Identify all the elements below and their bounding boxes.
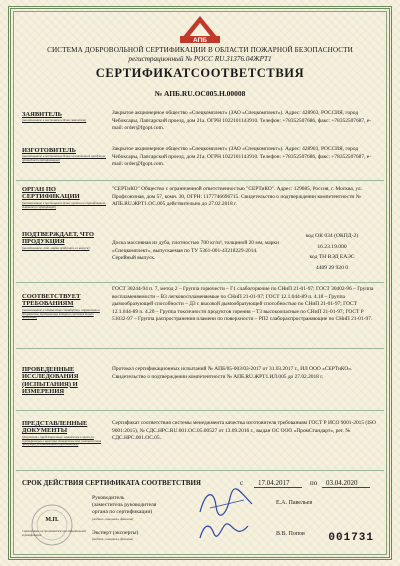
applicant-text: Закрытое акционерное общество «Спецкомплект» (ЗАО «Спецкомплект»). Адрес: 428903, РОССИЯ, город Чебоксары, Лапсарский проезд, дом 21а. ОГРН 1022101143910. Телефон: +78352507686, факс: +78352507687, e-mail: order@fgopt.com.	[112, 110, 371, 132]
requirements-text: ГОСТ 30244-94 п. 7, метод 2 – Группа горючести – Г1 слабогорючие по СНиП 21-01-97; ГОСТ 30402-96 – Группа воспламеняемости – В3 легковоспламеняемые по СНиП 21-01-97; ГОСТ 12.1.044-89 п. 4.18 – Группа дымообразующей способности – Д3 с высокой дымообразующей способностью по СНиП 21-01-97; ГОСТ 12.1.044-89 п. 4.20 – Группа токсичности продуктов горения – Т3 высокоопасные по СНиП 21-01-97; ГОСТ Р 51032-97 – Группа распространения пламени по поверхности – РП2 слабораспространяющие по СНиП 21-01-97.	[112, 286, 374, 323]
logo-text: АПБ	[193, 37, 207, 44]
divider	[16, 282, 384, 283]
tnved-label: код ТН ВЭД ЕАЭС	[309, 254, 355, 261]
confirms-label: ПОДТВЕРЖДАЕТ, ЧТО ПРОДУКЦИЯ (наименование, тип, марка продукции, ее выпуск)	[22, 231, 94, 250]
expert-signature-icon	[196, 516, 252, 546]
head-name: Е.А. Павельев	[276, 500, 313, 506]
divider	[16, 348, 384, 349]
registered-line: регистрационный № РОСС RU.31376.04ЖРТ1	[128, 55, 272, 63]
requirements-label: СООТВЕТСТВУЕТ ТРЕБОВАНИЯМ (наименование и обозначение стандартов, нормативных документов, требованиям которых соответствует продукция)	[22, 293, 100, 320]
validity-from-date: 17.04.2017	[258, 479, 290, 487]
expert-role: Эксперт (эксперты)	[92, 530, 139, 536]
product-codes	[288, 231, 376, 273]
system-line: СИСТЕМА ДОБРОВОЛЬНОЙ СЕРТИФИКАЦИИ В ОБЛАСТИ ПОЖАРНОЙ БЕЗОПАСНОСТИ	[47, 46, 353, 54]
mp-mark: М.П.	[45, 517, 59, 523]
certificate-number: № АПБ.RU.OC005.H.00008	[154, 89, 246, 98]
apb-logo-icon	[176, 12, 224, 44]
validity-from-prefix: с	[240, 479, 244, 487]
mp-note: Сертификат не применяется при обязательной сертификации	[22, 529, 86, 537]
tests-text: Протокол сертификационных испытаний № АПБ/05-003/03-2017 от 31.03.2017 г., ИЛ ООО «СЕРТиКО». Свидетельство о подтверждении компетентности № АПБ.RU.ЖРТ1.ИЛ.005 до 27.02.2018 г.	[112, 366, 353, 380]
serial-number: 001731	[328, 532, 374, 544]
expert-name: В.В. Попов	[276, 531, 305, 537]
tests-label: ПРОВЕДЕННЫЕ ИССЛЕДОВАНИЯ (ИСПЫТАНИЯ) И ИЗМЕРЕНИЯ	[22, 366, 79, 396]
divider	[16, 470, 384, 471]
documents-text: Сертификат соответствия системы менеджмента качества изготовителя требованиям ГОСТ Р ИСО 9001-2015 (ISO 9001:2015), № СДС.НРС.RU.001.ОС.05.00527 от 13.09.2016 г., выдан ОС ООО «ПромСтандарт», рег. № СДС.НРС.001.ОС.05.	[112, 420, 376, 442]
underline	[254, 487, 302, 488]
divider	[16, 410, 384, 411]
head-role: Руководитель (заместитель руководителя органа по сертификации)	[92, 495, 157, 515]
validity-to-date: 03.04.2020	[326, 479, 358, 487]
validity-to-prefix: по	[310, 479, 318, 487]
stamp-seal-icon	[30, 503, 74, 547]
tnved-value: 4409 29 920 0	[315, 264, 349, 271]
okp-value: 16.23.19.000	[317, 243, 347, 250]
divider	[16, 180, 384, 181]
cert-body-text: "СЕРТиКО" Общество с ограниченной ответственностью "СЕРТиКО". Адрес: 129085, Россия, г. Москва, ул. Профсоюзная, дом 57, комн. 30, ОГРН: 1177746696715. Свидетельство о подтверждении компетентности № АПБ.RU.ЖРТ1.ОС.005 действительно до 27.02.2018 г.	[112, 186, 362, 208]
head-sub: (подпись, инициалы, фамилия)	[92, 517, 134, 521]
underline	[322, 487, 370, 488]
validity-label: СРОК ДЕЙСТВИЯ СЕРТИФИКАТА СООТВЕТСТВИЯ	[22, 479, 201, 487]
okp-label: код ОК 034 (ОКПД-2)	[305, 233, 359, 239]
documents-label: ПРЕДСТАВЛЕННЫЕ ДОКУМЕНТЫ (документы, представленные заявителем в орган по сертификации в качестве доказательства соответствия продукции установленным требованиям)	[22, 420, 102, 447]
head-signature-icon	[196, 486, 256, 520]
product-text: Доска массивная из дуба, плотностью 700 кг/м³, толщиной 20 мм, марки «Спецкомплект», выпускаемая по ТУ 5361-001-43218229-2014. Серийный выпуск.	[112, 240, 279, 262]
manufacturer-label: ИЗГОТОВИТЕЛЬ (наименование и местонахождение изготовителя продукции, прошедшей сертификацию)	[22, 147, 106, 163]
cert-body-label: ОРГАН ПО СЕРТИФИКАЦИИ (наименование и местонахождение органа по сертификации, выдавшего сертификат)	[22, 186, 107, 209]
applicant-label: ЗАЯВИТЕЛЬ (наименование и местонахождение заявителя)	[22, 111, 87, 123]
expert-sub: (подпись, инициалы, фамилия)	[92, 537, 134, 541]
manufacturer-text: Закрытое акционерное общество «Спецкомплект» (ЗАО «Спецкомплект»). Адрес: 428903, РОССИЯ, город Чебоксары, Лапсарский проезд, дом 21а. ОГРН 1022101143910. Телефон: +78352507686, факс: +78352507687, e-mail: order@fgopt.com.	[112, 146, 371, 168]
certificate-title: СЕРТИФИКАТСООТВЕТСТВИЯ	[95, 66, 305, 80]
